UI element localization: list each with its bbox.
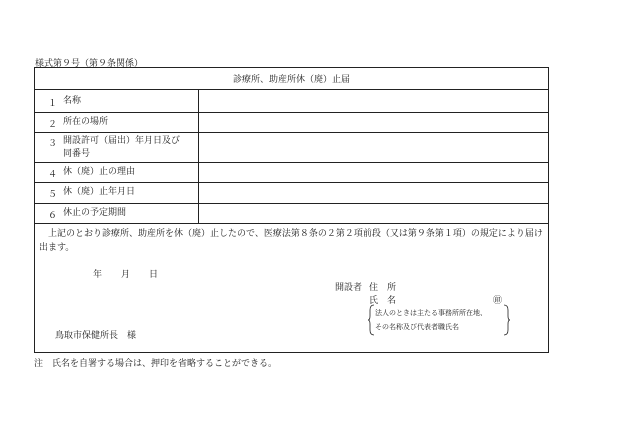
row-number-1: １ [48, 99, 58, 109]
seal-mark: ㊞ [493, 296, 503, 306]
date-day-label: 日 [149, 270, 159, 280]
row-number-5: ５ [48, 190, 58, 200]
row-label-suspension-period: 休止の予定期間 [63, 208, 127, 218]
date-year-label: 年 [93, 270, 103, 280]
row-divider [35, 182, 548, 183]
row-number-2: ２ [48, 120, 58, 130]
row-divider [35, 89, 548, 90]
row-divider [35, 112, 548, 113]
row-label-reason: 休（廃）止の理由 [63, 167, 136, 177]
date-month-label: 月 [121, 270, 131, 280]
footnote: 注 氏名を自署する場合は、押印を省略することができる。 [34, 359, 278, 369]
row-divider [35, 162, 548, 163]
row-divider [35, 223, 548, 224]
row-label-location: 所在の場所 [63, 117, 109, 127]
name-label: 氏 名 [369, 296, 397, 306]
notification-form [34, 67, 549, 353]
form-title: 診療所、助産所休（廃）止届 [232, 75, 350, 85]
applicant-role: 開設者 [335, 283, 363, 293]
row-label-closure-date: 休（廃）止年月日 [63, 187, 136, 197]
row-divider [35, 132, 548, 133]
recipient: 鳥取市保健所長 様 [55, 331, 137, 341]
form-number: 様式第９号（第９条関係） [35, 59, 144, 69]
row-label-name: 名称 [63, 96, 82, 106]
address-label: 住 所 [369, 283, 397, 293]
row-number-3: ３ [48, 139, 58, 149]
row-divider [35, 203, 548, 204]
column-divider [198, 89, 199, 223]
row-number-6: ６ [48, 211, 58, 221]
corporate-note-line1: 法人のときは主たる事務所所在地、 [375, 309, 487, 317]
statement-text: 上記のとおり診療所、助産所を休（廃）止したので、医療法第８条の２第２項前段（又は第９条第１項）の規定により届け出ます。 [39, 229, 543, 253]
row-number-4: ４ [48, 170, 58, 180]
corporate-note-line2: その名称及び代表者職氏名 [375, 323, 459, 331]
row-label-permit-date: 開設許可（届出）年月日及び 同番号 [63, 136, 181, 159]
